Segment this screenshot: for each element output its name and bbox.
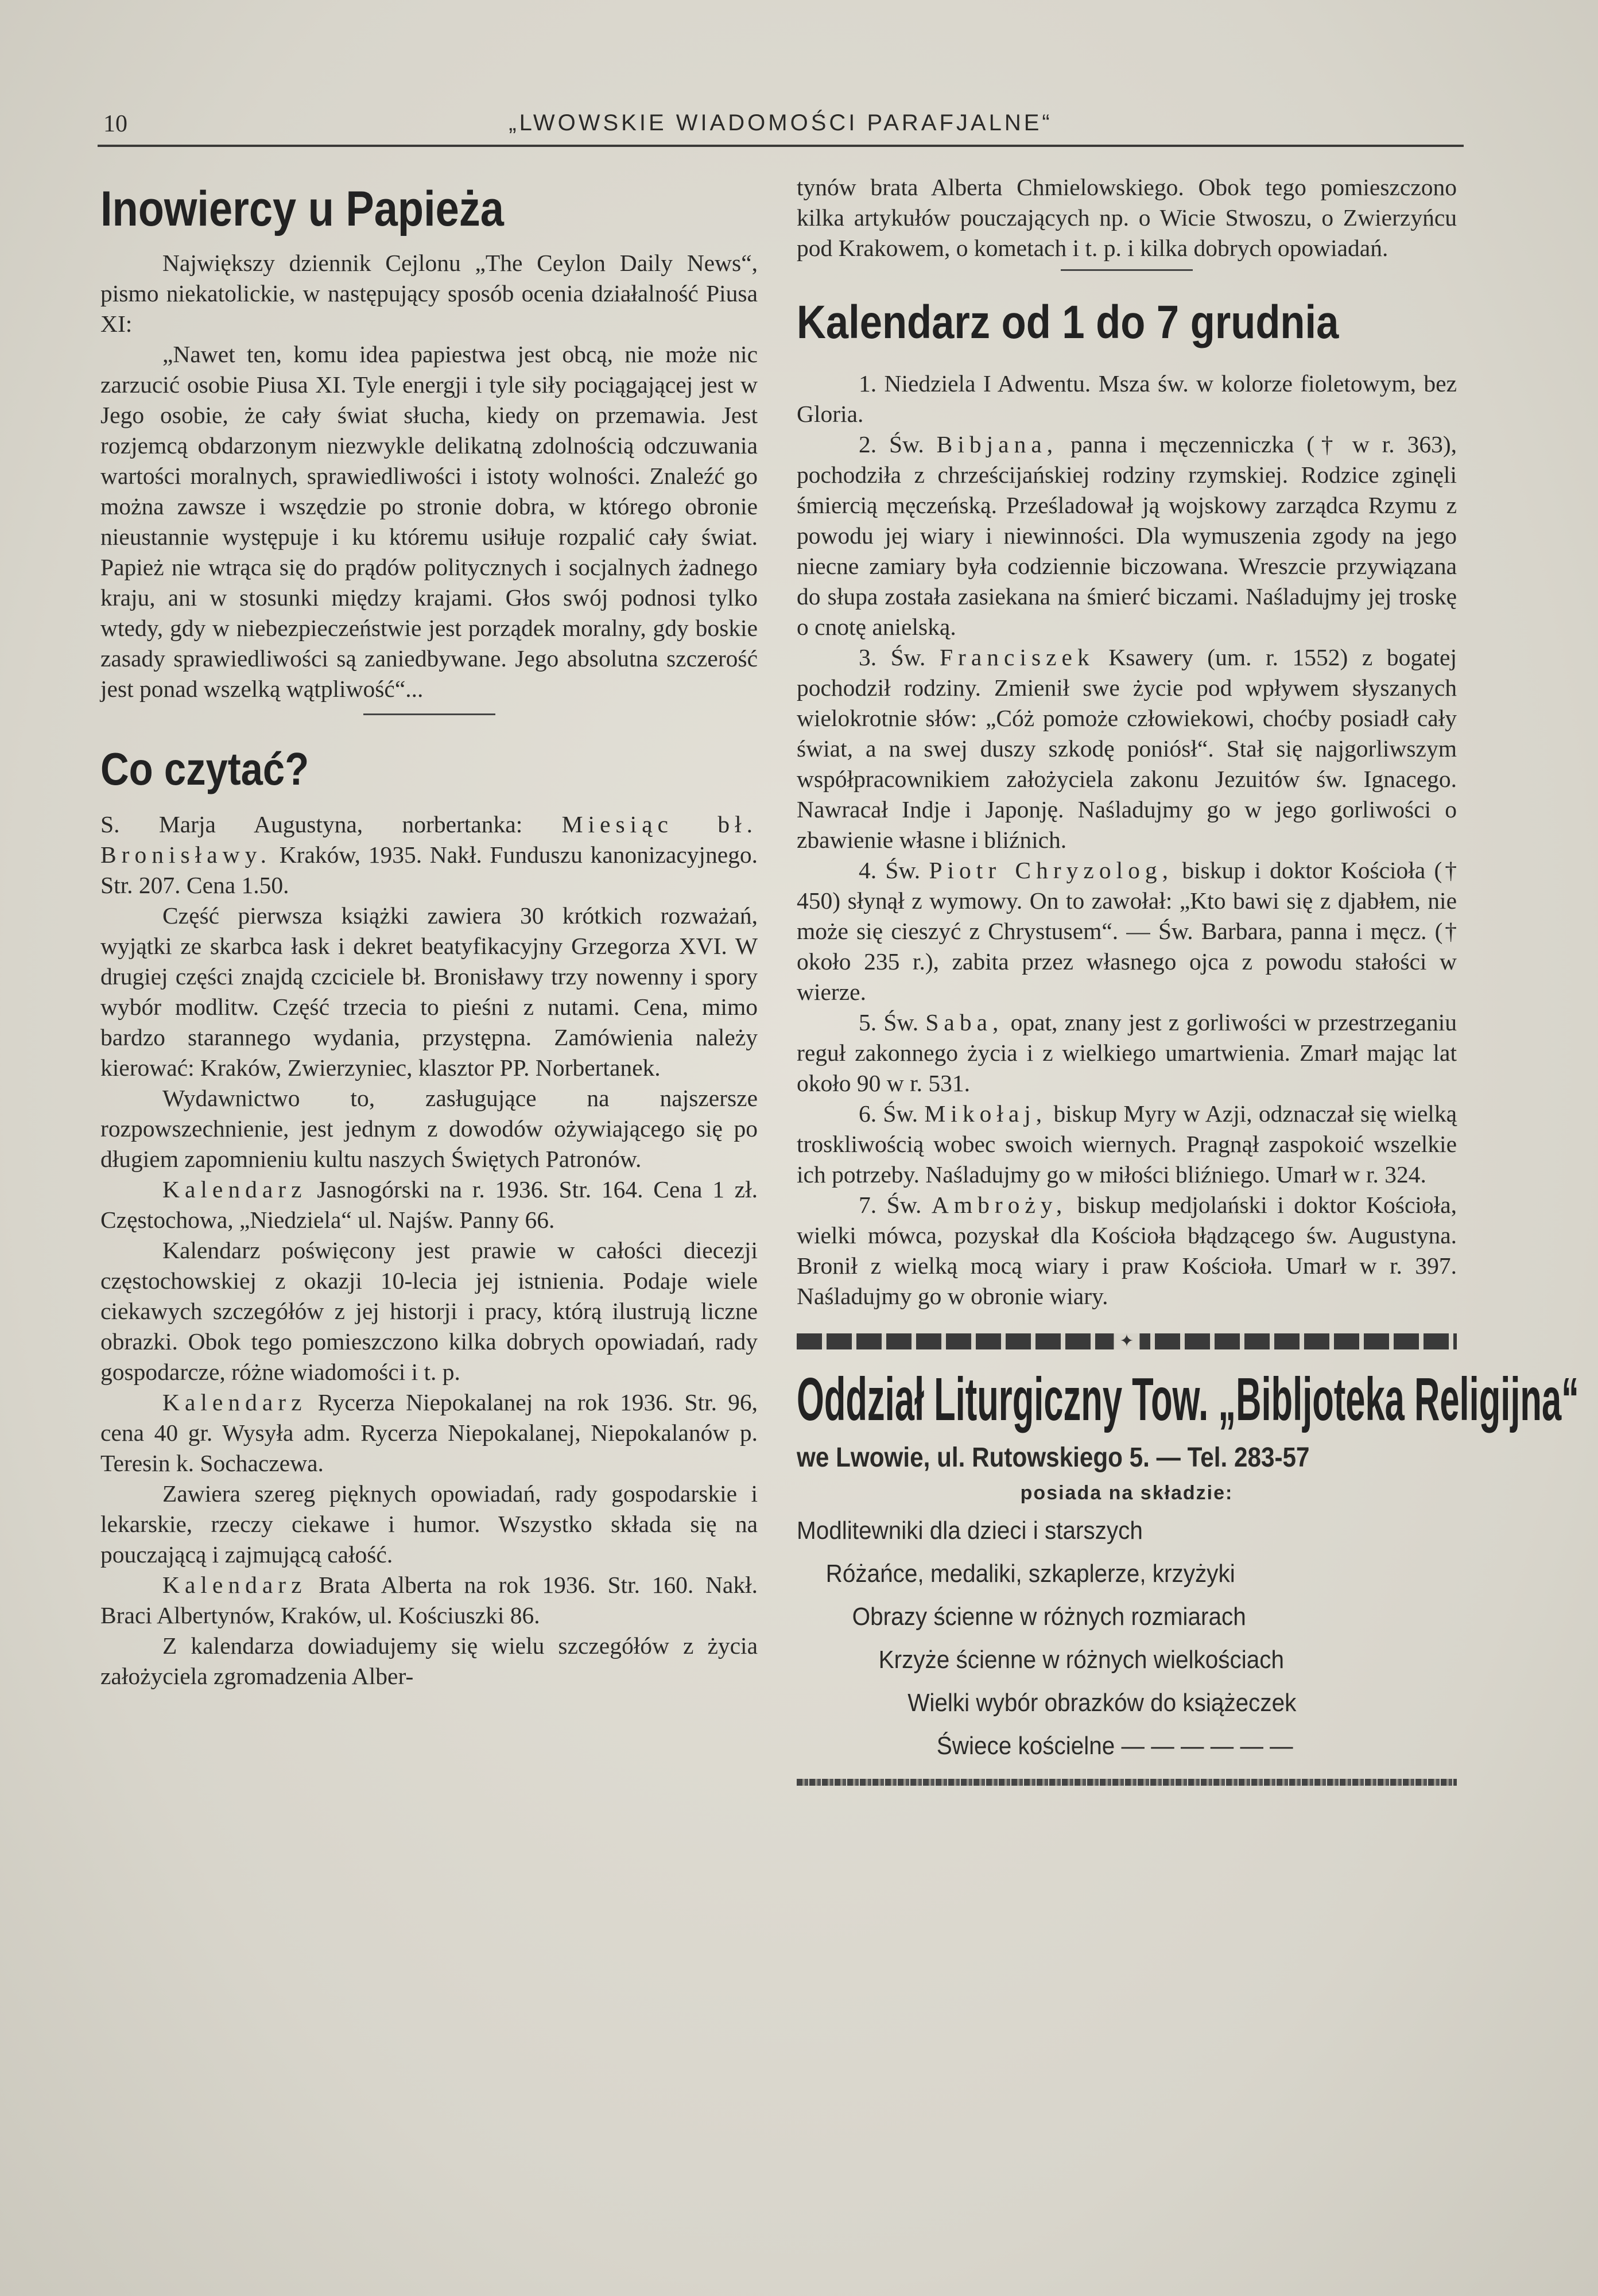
- ad-item: Obrazy ścienne w różnych rozmiarach: [852, 1603, 1246, 1631]
- book-title: Kalendarz: [162, 1176, 307, 1203]
- book-description: Część pierwsza książki zawiera 30 krótkich rozważań, wyjątki ze skarbca łask i dekret beatyfikacyjny Grzegorza XVI. W drugiej części znajdą czciciele bł. Bronisławy trzy nowenny i spory wybór modlitw. Część trzecia to pieśni z nutami. Cena, mimo bardzo starannego wydania, przystępna. Zamówienia należy kierować: Kraków, Zwierzyniec, klasztor PP. Norbertanek.: [100, 902, 758, 1081]
- book-description: Zawiera szereg pięknych opowiadań, rady gospodarskie i lekarskie, rzeczy ciekawe i humor. Wszystko składa się na pouczającą i zajmującą całość.: [100, 1480, 758, 1568]
- saint-name: Bibjana,: [936, 431, 1058, 457]
- calendar-day-7: [797, 1190, 1457, 1312]
- day-prefix: 4. Św.: [859, 857, 921, 883]
- publication-title: „LWOWSKIE WIADOMOŚCI PARAFJALNE“: [509, 110, 1053, 135]
- day-prefix: 7. Św.: [859, 1192, 922, 1218]
- book-details: Kraków, 1935. Nakł. Funduszu kanonizacyjnego. Str. 207. Cena 1.50.: [100, 841, 758, 898]
- day-prefix: 5. Św.: [859, 1009, 919, 1035]
- advertisement: [797, 1362, 1579, 1786]
- ad-address: we Lwowie, ul. Rutowskiego 5. — Tel. 283-57: [797, 1442, 1310, 1473]
- section-divider: [1061, 269, 1193, 271]
- continuation-text: tynów brata Alberta Chmielowskiego. Obok tego pomieszczono kilka artykułów pouczających np. o Wicie Stwoszu, o Zwierzyńcu pod Krakowem, o kometach i t. p. i kilka dobrych opowiadań.: [797, 174, 1457, 261]
- article1-paragraph-2: „Nawet ten, komu idea papiestwa jest obcą, nie może nic zarzucić osobie Piusa XI. Tyle energji i tyle siły pociągającej jest w Jego osobie, że cały świat słucha, kiedy on przemawia. Jest rozjemcą obdarzonym niezwykle delikatną zdolnością odczuwania wartości moralnych, sprawiedliwości i istoty wolności. Znaleźć go można zawsze i wszędzie po stronie dobra, w którego obronie nieustannie występuje i ku któremu usiłuje rozpalić cały świat. Papież nie wtrąca się do prądów politycznych i socjalnych żadnego kraju, ani w stosunki między krajami. Głos swój podnosi tylko wtedy, gdy w niebezpieczeństwie jest porządek moralny, gdy boskie zasady sprawiedliwości są zaniedbywane. Jego absolutna szczerość jest ponad wszelką wątpliwość“...: [100, 341, 758, 702]
- book-title: Kalendarz: [162, 1389, 307, 1415]
- day-text: biskup Myry w Azji, odznaczał się wielką troskliwością wobec swoich wiernych. Pragnął zaspokoić wszelkie ich potrzeby. Naśladujmy go w miłości bliźniego. Umarł w r. 324.: [797, 1100, 1457, 1188]
- ad-title: Oddział Liturgiczny Tow. „Bibljoteka Religijna“: [797, 1366, 1579, 1433]
- ad-item: Świece kościelne — — — — — —: [936, 1732, 1293, 1760]
- book-entry-3: [100, 1387, 758, 1479]
- day-text: Ksawery (um. r. 1552) z bogatej pochodził rodziny. Zmienił swe życie pod wpływem słyszanych wielokrotnie słów: „Cóż pomoże człowiekowi, choćby posiadł cały świat, a na swej duszy szkodę poniósł“. Stał się najgorliwszym współpracownikiem założyciela zakonu Jezuitów św. Ignacego. Nawracał Indje i Japonję. Naśladujmy go w jego gorliwości o zbawienie własne i bliźnich.: [797, 644, 1457, 853]
- book-entry-4: [100, 1570, 758, 1631]
- saint-name: Piotr Chryzolog,: [929, 857, 1174, 883]
- ornament-icon: [1114, 1333, 1139, 1349]
- day-text: Msza św. w kolorze fioletowym, bez Gloria.: [797, 370, 1457, 427]
- page-number: 10: [103, 111, 127, 137]
- book-title: Kalendarz: [162, 1572, 307, 1598]
- header-rule: [98, 145, 1464, 147]
- article-title-co-czytac: Co czytać?: [100, 743, 309, 794]
- page-header: [98, 103, 1464, 149]
- ad-item: Wielki wybór obrazków do książeczek: [907, 1689, 1297, 1717]
- ad-item: Różańce, medaliki, szkaplerze, krzyżyki: [825, 1560, 1235, 1588]
- article1-paragraph-1: Największy dziennik Cejlonu „The Ceylon Daily News“, pismo niekatolickie, w następujący sposób ocenia działalność Piusa XI:: [100, 250, 758, 337]
- calendar-day-3: [797, 642, 1457, 855]
- day-prefix: 6. Św.: [859, 1100, 918, 1127]
- day-prefix: 3. Św.: [859, 644, 926, 670]
- book-note: Wydawnictwo to, zasługujące na najszersze rozpowszechnienie, jest jednym z dowodów ożywiającego się po długiem zapomnieniu kultu naszych Świętych Patronów.: [100, 1085, 758, 1172]
- saint-name: Franciszek: [939, 644, 1095, 670]
- day-prefix: 2. Św.: [859, 431, 924, 457]
- book-details: Jasnogórski na r. 1936. Str. 164. Cena 1 zł. Częstochowa, „Niedziela“ ul. Najśw. Panny 66.: [100, 1176, 758, 1233]
- ad-subtitle: posiada na składzie:: [1020, 1482, 1234, 1504]
- saint-name: Saba,: [925, 1009, 1004, 1035]
- ad-item: Krzyże ścienne w różnych wielkościach: [878, 1646, 1285, 1674]
- book-entry-1: [100, 809, 758, 901]
- article-title-inowiercy: Inowiercy u Papieża: [100, 181, 504, 236]
- book-entry-2: [100, 1174, 758, 1235]
- day-prefix: 1. Niedziela I Adwentu.: [859, 370, 1091, 397]
- saint-name: Mikołaj,: [924, 1100, 1048, 1127]
- left-column: [100, 172, 758, 1692]
- book-details: Rycerza Niepokalanej na rok 1936. Str. 96, cena 40 gr. Wysyła adm. Rycerza Niepokalanej, Niepokalanów p. Teresin k. Sochaczewa.: [100, 1389, 758, 1476]
- section-divider: [363, 713, 495, 715]
- book-title: Miesiąc bł. Bronisławy.: [100, 811, 758, 868]
- day-text: opat, znany jest z gorliwości w przestrzeganiu reguł zakonnego życia i z wielkiego umartwienia. Zmarł mając lat około 90 w r. 531.: [797, 1009, 1457, 1096]
- calendar-day-1: [797, 369, 1457, 429]
- book-details: Brata Alberta na rok 1936. Str. 160. Nakł. Braci Albertynów, Kraków, ul. Kościuszki 86.: [100, 1572, 758, 1628]
- day-text: biskup i doktor Kościoła († 450) słynął z wymowy. On to zawołał: „Kto bawi się z djabłem, nie może się cieszyć z Chrystusem“. — Św. Barbara, panna i męcz. († około 235 r.), zabita przez własnego ojca z powodu stałości w wierze.: [797, 857, 1457, 1005]
- calendar-day-2: [797, 429, 1457, 642]
- ad-item: Modlitewniki dla dzieci i starszych: [797, 1517, 1143, 1545]
- day-text: biskup medjolański i doktor Kościoła, wielki mówca, pozyskał dla Kościoła błądzącego św. Augustyna. Bronił z wielką mocą wiary i praw Kościoła. Umarł w r. 397. Naśladujmy go w obronie wiary.: [797, 1192, 1457, 1309]
- calendar-day-4: [797, 855, 1457, 1007]
- calendar-day-5: [797, 1007, 1457, 1099]
- ornamental-divider: [797, 1333, 1457, 1349]
- calendar-title: Kalendarz od 1 do 7 grudnia: [797, 296, 1339, 348]
- calendar-day-6: [797, 1099, 1457, 1190]
- right-column: [797, 172, 1579, 1786]
- day-text: panna i męczenniczka († w r. 363), pochodziła z chrześcijańskiej rodziny rzymskiej. Rodzice zginęli śmiercią męczeńską. Prześladował ją wojskowy zarządca Rzymu z powodu jej wiary i niewinności. Dla wymuszenia zgody na jego niecne zamiary była codziennie biczowana. Wreszcie przywiązana do słupa została zasiekana na śmierć biczami. Naśladujmy jej troskę o cnotę anielską.: [797, 431, 1457, 640]
- book-description: Z kalendarza dowiadujemy się wielu szczegółów z życia założyciela zgromadzenia Alber-: [100, 1632, 758, 1689]
- book-description: Kalendarz poświęcony jest prawie w całości diecezji częstochowskiej z okazji 10-lecia jej istnienia. Podaje wiele ciekawych szczegółów z jej historji i pracy, którą ilustrują liczne obrazki. Obok tego pomieszczono kilka dobrych opowiadań, rady gospodarcze, różne wiadomości i t. p.: [100, 1237, 758, 1385]
- saint-name: Ambroży,: [931, 1192, 1068, 1218]
- ad-bottom-border: [797, 1779, 1457, 1786]
- book-author: S. Marja Augustyna, norbertanka:: [100, 811, 523, 837]
